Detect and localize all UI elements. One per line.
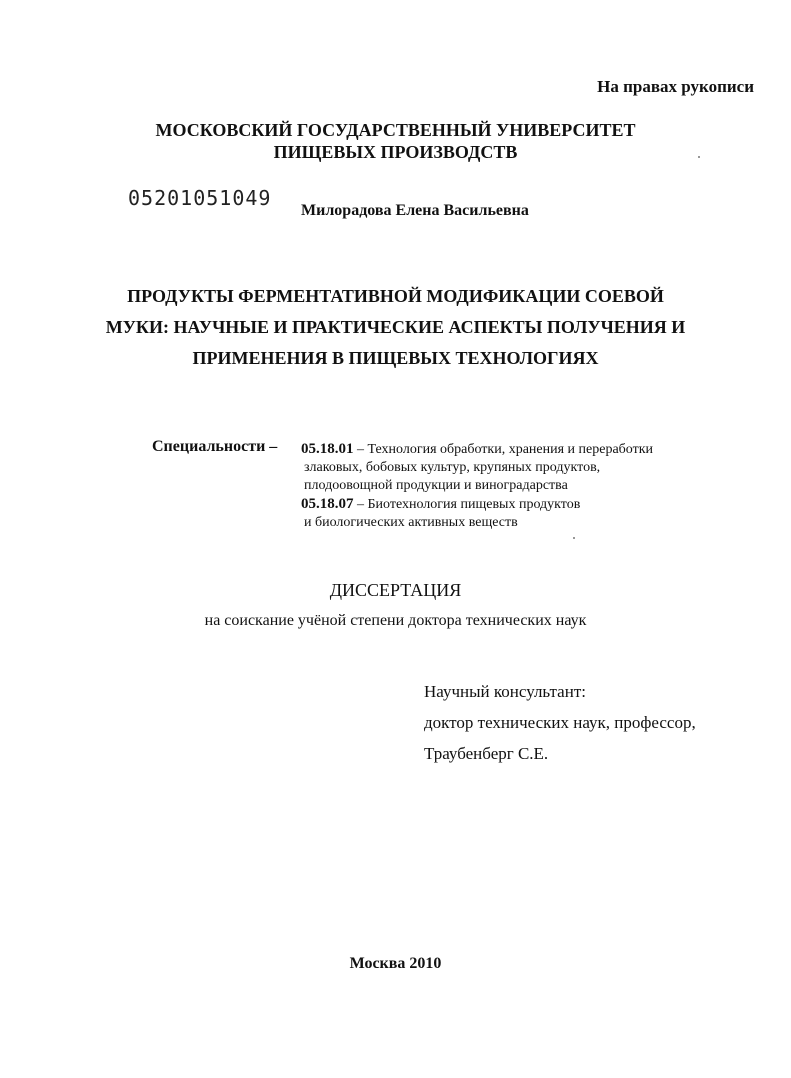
university-line-1: МОСКОВСКИЙ ГОСУДАРСТВЕННЫЙ УНИВЕРСИТЕТ — [155, 120, 636, 140]
registration-code: 05201051049 — [128, 186, 272, 210]
city-year: Москва 2010 — [349, 955, 442, 972]
consultant-degree: доктор технических наук, профессор, — [424, 713, 696, 732]
specialties-label: Специальности – — [152, 438, 278, 455]
title-line-3: ПРИМЕНЕНИЯ В ПИЩЕВЫХ ТЕХНОЛОГИЯХ — [192, 348, 599, 368]
consultant-name: Траубенберг С.Е. — [424, 744, 549, 763]
university-line-2: ПИЩЕВЫХ ПРОИЗВОДСТВ — [273, 142, 518, 162]
specialty-text: – Биотехнология пищевых продуктов — [357, 497, 581, 512]
scan-speck — [698, 156, 700, 158]
university-name — [0, 119, 791, 163]
scientific-consultant — [424, 676, 696, 769]
scan-speck — [573, 537, 575, 539]
specialty-text: – Технология обработки, хранения и переработки — [357, 442, 654, 457]
specialty-text: и биологических активных веществ — [304, 515, 518, 530]
specialties-list — [301, 440, 653, 532]
specialty-text: злаковых, бобовых культур, крупяных продуктов, — [304, 460, 601, 475]
degree-purpose: на соискание учёной степени доктора технических наук — [204, 612, 587, 629]
dissertation-title — [0, 281, 791, 374]
specialty-code: 05.18.07 — [301, 496, 354, 512]
document-type: ДИССЕРТАЦИЯ — [329, 580, 462, 600]
specialty-item — [301, 440, 653, 495]
specialty-item — [301, 495, 653, 532]
author-name: Милорадова Елена Васильевна — [301, 202, 529, 219]
title-line-1: ПРОДУКТЫ ФЕРМЕНТАТИВНОЙ МОДИФИКАЦИИ СОЕВОЙ — [127, 286, 664, 306]
consultant-label: Научный консультант: — [424, 682, 586, 701]
manuscript-rights-note: На правах рукописи — [597, 77, 754, 96]
specialty-text: плодоовощной продукции и виноградарства — [304, 478, 568, 493]
specialty-code: 05.18.01 — [301, 441, 354, 457]
title-line-2: МУКИ: НАУЧНЫЕ И ПРАКТИЧЕСКИЕ АСПЕКТЫ ПОЛУЧЕНИЯ И — [105, 317, 686, 337]
